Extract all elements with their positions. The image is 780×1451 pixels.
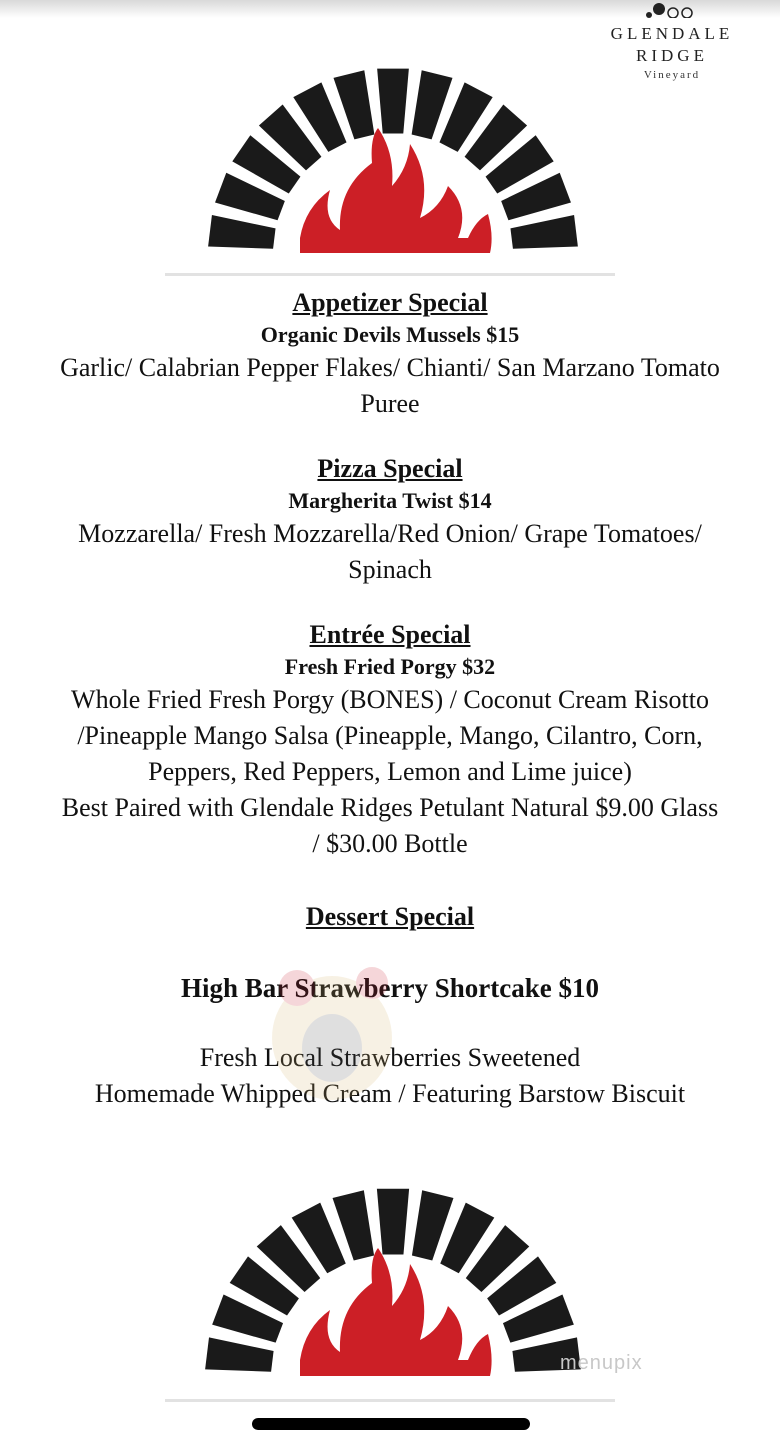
logo-line-3: Vineyard (643, 69, 701, 81)
brick-oven-flame-icon-bottom (0, 1188, 780, 1380)
section-title: Entrée Special (309, 620, 471, 649)
divider-bottom (165, 1399, 615, 1402)
dish-description-line: Peppers, Red Peppers, Lemon and Lime juice) (148, 757, 632, 786)
dish-name: Margherita Twist $14 (288, 488, 492, 513)
logo-mark-icon (637, 0, 707, 18)
dish-description-line: Mozzarella/ Fresh Mozzarella/Red Onion/ Grape Tomatoes/ (78, 519, 702, 548)
oven-brick (205, 1337, 273, 1371)
brick-oven-flame-icon (0, 68, 780, 258)
dish-description-line: Homemade Whipped Cream / Featuring Barstow Biscuit (94, 1079, 686, 1108)
dish-name: Fresh Fried Porgy $32 (284, 654, 496, 679)
dish-description-line: Spinach (348, 555, 432, 584)
dish-description-line: Fresh Local Strawberries Sweetened (199, 1043, 581, 1072)
dish-description-line: Best Paired with Glendale Ridges Petulant Natural $9.00 Glass (61, 793, 719, 822)
barstow-logo-watermark-icon (262, 958, 402, 1108)
home-indicator[interactable] (252, 1418, 530, 1430)
oven-brick (208, 215, 275, 249)
dish-description-line: Garlic/ Calabrian Pepper Flakes/ Chianti/ San Marzano Tomato (60, 353, 720, 382)
oven-brick (510, 215, 577, 249)
dish-name: Organic Devils Mussels $15 (260, 322, 520, 347)
oven-brick (377, 1189, 409, 1255)
dish-description-line: / $30.00 Bottle (312, 829, 468, 858)
section-title: Pizza Special (317, 454, 463, 483)
logo-line-1: GLENDALE (610, 24, 734, 43)
menupix-watermark: menupix (560, 1352, 643, 1374)
appetizer-section (0, 286, 780, 422)
divider-top (165, 273, 615, 276)
entree-section (0, 618, 780, 862)
section-title: Dessert Special (305, 902, 475, 931)
pizza-section (0, 452, 780, 588)
logo-line-2: RIDGE (636, 46, 708, 65)
dish-description-line: Whole Fried Fresh Porgy (BONES) / Coconut Cream Risotto (71, 685, 709, 714)
dish-description-line: /Pineapple Mango Salsa (Pineapple, Mango, Cilantro, Corn, (77, 721, 703, 750)
dish-description-line: Puree (360, 389, 420, 418)
oven-brick (377, 69, 409, 134)
dish-name: High Bar Strawberry Shortcake $10 (181, 973, 599, 1003)
section-title: Appetizer Special (292, 288, 488, 317)
